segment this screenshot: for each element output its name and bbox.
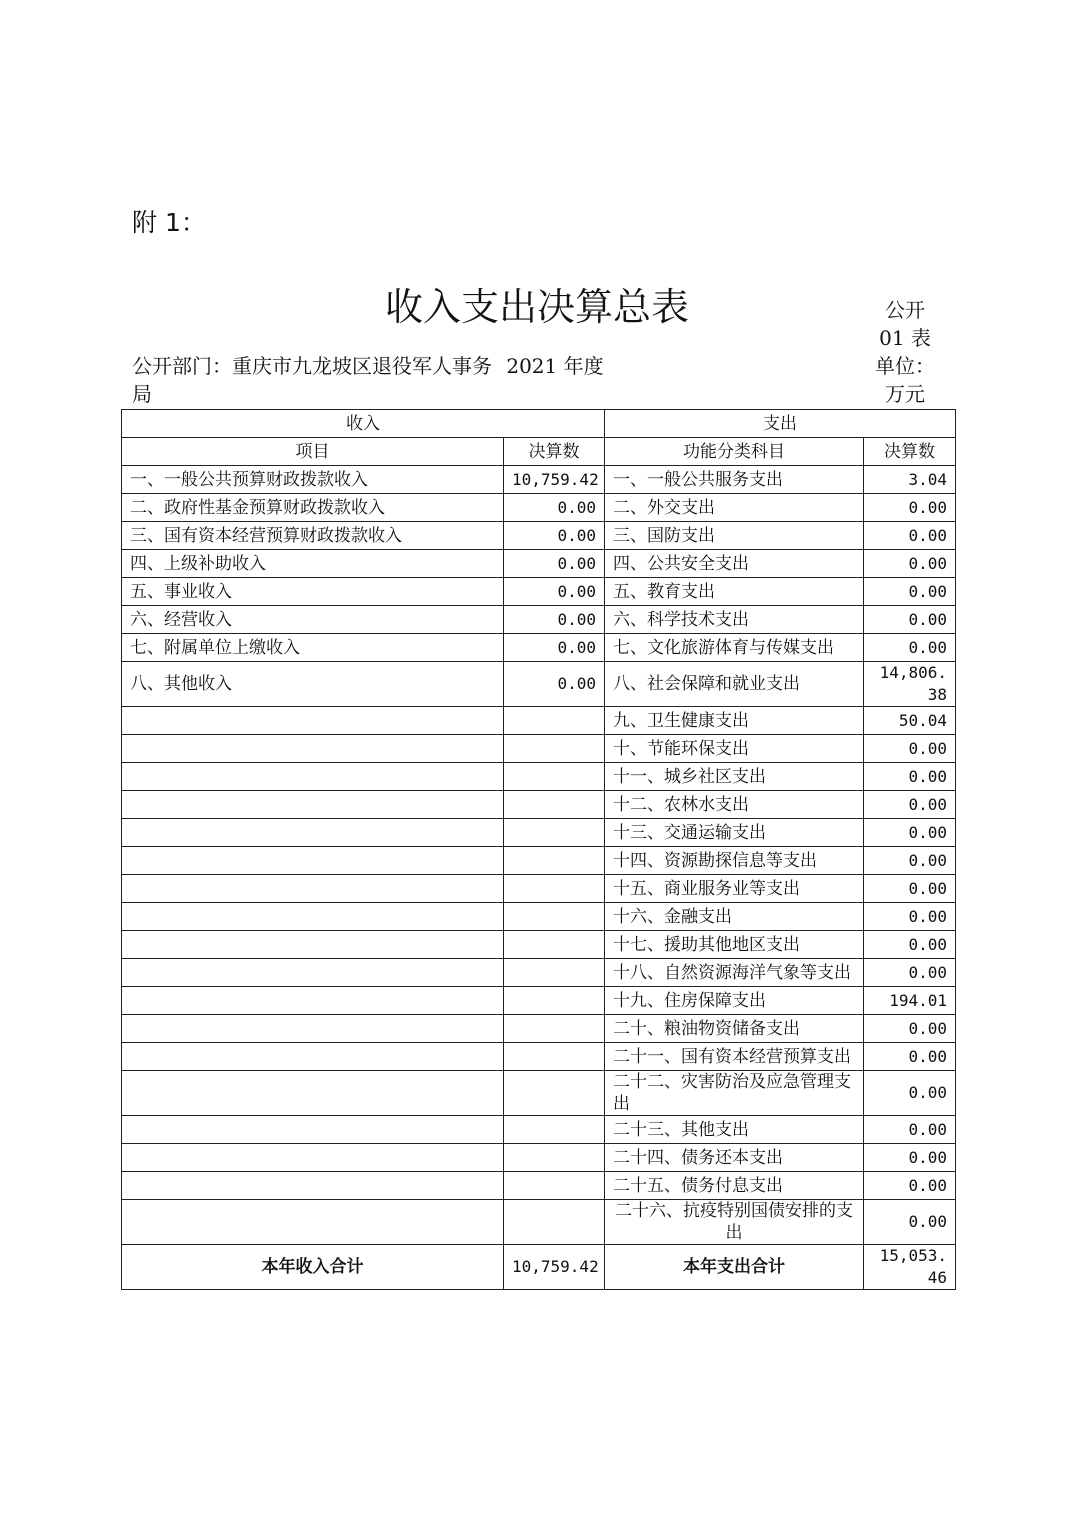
expense-item-cell: 十六、金融支出	[605, 903, 864, 931]
expense-amount-cell: 0.00	[864, 1043, 956, 1071]
income-item-cell	[122, 1200, 504, 1245]
expense-amount-cell: 0.00	[864, 931, 956, 959]
expense-amount-cell: 0.00	[864, 1144, 956, 1172]
income-item-cell	[122, 903, 504, 931]
expense-amount-cell: 0.00	[864, 1015, 956, 1043]
income-item-cell	[122, 791, 504, 819]
expense-amount-cell: 0.00	[864, 1200, 956, 1245]
table-row	[122, 1071, 956, 1116]
income-amount-cell: 0.00	[504, 550, 605, 578]
expense-amount-cell: 0.00	[864, 763, 956, 791]
expense-header: 支出	[605, 410, 956, 438]
income-amount-cell	[504, 735, 605, 763]
income-amount-cell	[504, 875, 605, 903]
table-row	[122, 791, 956, 819]
income-item-cell: 四、上级补助收入	[122, 550, 504, 578]
expense-total-amount: 15,053.46	[864, 1245, 956, 1290]
table-row	[122, 707, 956, 735]
income-item-cell: 二、政府性基金预算财政拨款收入	[122, 494, 504, 522]
table-row	[122, 606, 956, 634]
income-item-cell	[122, 1015, 504, 1043]
income-amount-cell	[504, 1015, 605, 1043]
income-amount-cell: 0.00	[504, 578, 605, 606]
income-amount-cell	[504, 903, 605, 931]
expense-amount-cell: 0.00	[864, 903, 956, 931]
table-row	[122, 634, 956, 662]
expense-item-cell: 五、教育支出	[605, 578, 864, 606]
expense-item-cell: 三、国防支出	[605, 522, 864, 550]
income-item-cell: 三、国有资本经营预算财政拨款收入	[122, 522, 504, 550]
income-amount-cell	[504, 1200, 605, 1245]
header-row-group	[122, 410, 956, 438]
expense-item-cell: 二十二、灾害防治及应急管理支出	[605, 1071, 864, 1116]
income-amount-cell	[504, 707, 605, 735]
table-row	[122, 1043, 956, 1071]
totals-row	[122, 1245, 956, 1290]
item-header: 项目	[122, 438, 504, 466]
budget-table	[121, 409, 956, 1290]
income-amount-cell	[504, 791, 605, 819]
income-amount-cell	[504, 847, 605, 875]
expense-amount-header: 决算数	[864, 438, 956, 466]
expense-item-cell: 二十三、其他支出	[605, 1116, 864, 1144]
expense-amount-cell: 0.00	[864, 819, 956, 847]
income-amount-cell	[504, 819, 605, 847]
expense-amount-cell: 0.00	[864, 494, 956, 522]
expense-item-cell: 一、一般公共服务支出	[605, 466, 864, 494]
income-amount-cell	[504, 1116, 605, 1144]
table-code: 公开 01 表	[879, 298, 931, 350]
expense-amount-cell: 0.00	[864, 875, 956, 903]
expense-amount-cell: 3.04	[864, 466, 956, 494]
income-item-cell	[122, 707, 504, 735]
income-item-cell: 五、事业收入	[122, 578, 504, 606]
income-item-cell	[122, 847, 504, 875]
expense-amount-cell: 0.00	[864, 847, 956, 875]
table-row	[122, 466, 956, 494]
expense-item-cell: 二十六、抗疫特别国债安排的支出	[605, 1200, 864, 1245]
table-row	[122, 1200, 956, 1245]
expense-amount-cell: 0.00	[864, 1071, 956, 1116]
table-row	[122, 903, 956, 931]
expense-item-cell: 八、社会保障和就业支出	[605, 662, 864, 707]
department-label: 公开部门：重庆市九龙坡区退役军人事务局	[132, 354, 492, 406]
expense-amount-cell: 50.04	[864, 707, 956, 735]
income-amount-cell: 0.00	[504, 606, 605, 634]
expense-amount-cell: 0.00	[864, 1172, 956, 1200]
table-row	[122, 1172, 956, 1200]
expense-item-cell: 十二、农林水支出	[605, 791, 864, 819]
income-amount-cell	[504, 763, 605, 791]
func-category-header: 功能分类科目	[605, 438, 864, 466]
expense-item-cell: 十、节能环保支出	[605, 735, 864, 763]
expense-amount-cell: 0.00	[864, 634, 956, 662]
income-total-label: 本年收入合计	[122, 1245, 504, 1290]
income-amount-cell: 0.00	[504, 662, 605, 707]
expense-item-cell: 十一、城乡社区支出	[605, 763, 864, 791]
table-row	[122, 550, 956, 578]
table-row	[122, 1015, 956, 1043]
expense-amount-cell: 14,806.38	[864, 662, 956, 707]
income-item-cell	[122, 1144, 504, 1172]
income-item-cell	[122, 735, 504, 763]
unit-text: 单位：万元	[875, 354, 935, 406]
expense-item-cell: 四、公共安全支出	[605, 550, 864, 578]
income-item-cell	[122, 1071, 504, 1116]
income-total-amount: 10,759.42	[504, 1245, 605, 1290]
expense-item-cell: 二、外交支出	[605, 494, 864, 522]
year-label: 2021 年度	[506, 354, 604, 378]
income-item-cell	[122, 819, 504, 847]
income-amount-cell: 0.00	[504, 634, 605, 662]
income-amount-cell	[504, 931, 605, 959]
income-item-cell	[122, 987, 504, 1015]
expense-amount-cell: 0.00	[864, 735, 956, 763]
expense-amount-cell: 0.00	[864, 550, 956, 578]
table-row	[122, 875, 956, 903]
expense-item-cell: 二十、粮油物资储备支出	[605, 1015, 864, 1043]
income-amount-cell	[504, 987, 605, 1015]
income-item-cell	[122, 763, 504, 791]
income-item-cell	[122, 959, 504, 987]
income-amount-cell	[504, 1172, 605, 1200]
income-item-cell: 八、其他收入	[122, 662, 504, 707]
income-item-cell	[122, 875, 504, 903]
expense-item-cell: 十三、交通运输支出	[605, 819, 864, 847]
income-amount-cell: 10,759.42	[504, 466, 605, 494]
expense-amount-cell: 0.00	[864, 606, 956, 634]
income-amount-cell	[504, 1043, 605, 1071]
header-row-columns	[122, 438, 956, 466]
expense-item-cell: 七、文化旅游体育与传媒支出	[605, 634, 864, 662]
table-row	[122, 1144, 956, 1172]
expense-item-cell: 六、科学技术支出	[605, 606, 864, 634]
expense-amount-cell: 0.00	[864, 522, 956, 550]
income-item-cell	[122, 1043, 504, 1071]
expense-item-cell: 十五、商业服务业等支出	[605, 875, 864, 903]
expense-amount-cell: 0.00	[864, 959, 956, 987]
table-row	[122, 959, 956, 987]
expense-item-cell: 十八、自然资源海洋气象等支出	[605, 959, 864, 987]
expense-item-cell: 十七、援助其他地区支出	[605, 931, 864, 959]
expense-item-cell: 十九、住房保障支出	[605, 987, 864, 1015]
unit-label	[870, 296, 940, 408]
income-amount-cell	[504, 959, 605, 987]
expense-amount-cell: 0.00	[864, 791, 956, 819]
income-item-cell	[122, 1116, 504, 1144]
expense-item-cell: 十四、资源勘探信息等支出	[605, 847, 864, 875]
expense-item-cell: 二十四、债务还本支出	[605, 1144, 864, 1172]
income-amount-cell: 0.00	[504, 522, 605, 550]
income-amount-cell: 0.00	[504, 494, 605, 522]
table-row	[122, 931, 956, 959]
income-item-cell	[122, 1172, 504, 1200]
income-item-cell: 七、附属单位上缴收入	[122, 634, 504, 662]
table-row	[122, 763, 956, 791]
expense-amount-cell: 0.00	[864, 578, 956, 606]
income-amount-cell	[504, 1071, 605, 1116]
page-title: 收入支出决算总表	[384, 285, 689, 329]
expense-amount-cell: 0.00	[864, 1116, 956, 1144]
income-item-cell	[122, 931, 504, 959]
income-header: 收入	[122, 410, 605, 438]
expense-total-label: 本年支出合计	[605, 1245, 864, 1290]
table-row	[122, 847, 956, 875]
income-item-cell: 六、经营收入	[122, 606, 504, 634]
table-row	[122, 662, 956, 707]
expense-item-cell: 二十五、债务付息支出	[605, 1172, 864, 1200]
table-row	[122, 1116, 956, 1144]
amount-header: 决算数	[504, 438, 605, 466]
table-row	[122, 494, 956, 522]
income-item-cell: 一、一般公共预算财政拨款收入	[122, 466, 504, 494]
table-row	[122, 522, 956, 550]
table-row	[122, 987, 956, 1015]
table-row	[122, 819, 956, 847]
annex-label: 附 1：	[132, 208, 206, 237]
income-amount-cell	[504, 1144, 605, 1172]
table-row	[122, 735, 956, 763]
table-row	[122, 578, 956, 606]
expense-item-cell: 二十一、国有资本经营预算支出	[605, 1043, 864, 1071]
expense-item-cell: 九、卫生健康支出	[605, 707, 864, 735]
expense-amount-cell: 194.01	[864, 987, 956, 1015]
